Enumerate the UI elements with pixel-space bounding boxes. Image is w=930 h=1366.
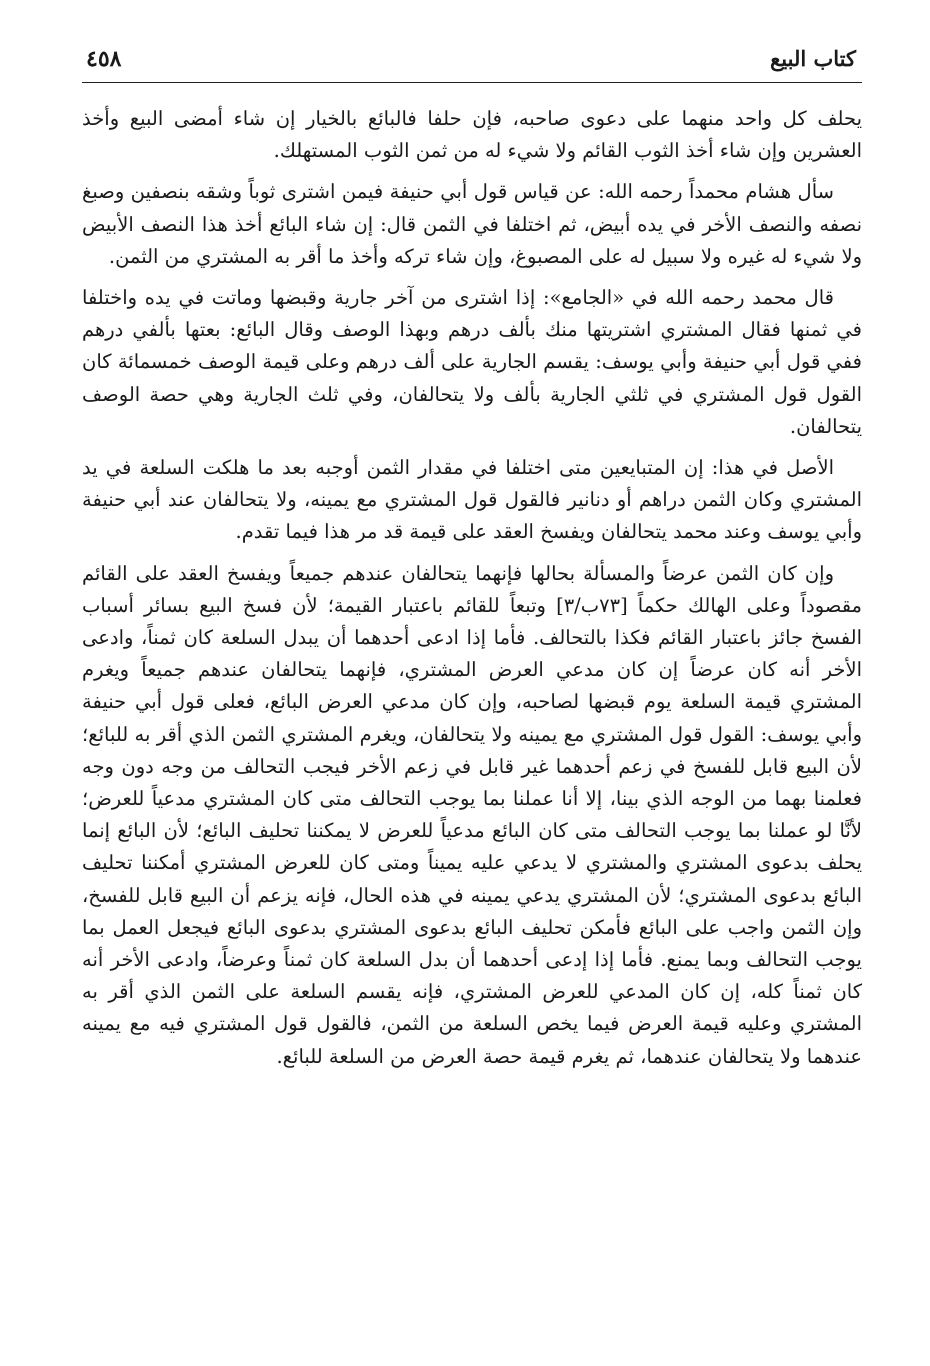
paragraph: وإن كان الثمن عرضاً والمسألة بحالها فإنهما يتحالفان عندهم جميعاً ويفسخ العقد على القائم مقصوداً وعلى الهالك حكماً [٧٣ب/٣] وتبعاً للقائم باعتبار القيمة؛ لأن فسخ البيع بسائر أسباب الفسخ جائز باعتبار القائم فكذا بالتحالف. فأما إذا ادعى أحدهما أن يبدل السلعة كان ثمناً، وادعى الأخر أنه كان عرضاً إن كان مدعي العرض المشتري، فإنهما يتحالفان عندهم جميعاً ويغرم المشتري قيمة السلعة يوم قبضها لصاحبه، وإن كان مدعي العرض البائع، فعلى قول أبي حنيفة وأبي يوسف: القول قول المشتري مع يمينه ولا يتحالفان، ويغرم المشتري الثمن الذي أقر به للبائع؛ لأن البيع قابل للفسخ في زعم أحدهما غير قابل في زعم الأخر فيجب التحالف من وجه دون وجه فعلمنا بهما من الوجه الذي بينا، إلا أنا عملنا بما يوجب التحالف متى كان المشتري مدعياً للعرض؛ لأنَّا لو عملنا بما يوجب التحالف متى كان البائع مدعياً للعرض لا يمكننا تحليف البائع؛ لأن البائع إنما يحلف بدعوى المشتري والمشتري لا يدعي عليه يميناً ومتى كان للعرض المشتري أمكننا تحليف البائع بدعوى المشتري؛ لأن المشتري يدعي يمينه في هذه الحال، فإنه يزعم أن البيع قابل للفسخ، وإن الثمن واجب على البائع فأمكن تحليف البائع بدعوى المشتري بدعوى البائع فيجعل العمل بما يوجب التحالف وبما يمنع. فأما إذا إدعى أحدهما أن بدل السلعة كان ثمناً وعرضاً، وادعى الأخر أنه كان ثمناً كله، إن كان المدعي للعرض المشتري، فإنه يقسم السلعة على الثمن الذي أقر به المشتري وعليه قيمة العرض فيما يخص السلعة من الثمن، فالقول قول المشتري فيه مع يمينه عندهما ولا يتحالفان عندهما، ثم يغرم قيمة حصة العرض من السلعة للبائع. — [82, 561, 863, 1068]
book-page — [82, 38, 862, 1338]
running-header — [82, 38, 862, 83]
paragraph: قال محمد رحمه الله في «الجامع»: إذا اشترى من آخر جارية وقبضها وماتت في يده واختلفا في ثمنها فقال المشتري اشتريتها منك بألف درهم وبهذا الوصف وقال البائع: بعتها بألفي درهم ففي قول أبي حنيفة وأبي يوسف: يقسم الجارية على ألف درهم وعلى قيمة الوصف خمسمائة كان القول قول المشتري في ثلثي الجارية بألف ولا يتحالفان، وفي ثلث الجارية وهي حصة الوصف يتحالفان. — [82, 286, 862, 438]
page-number: ٤٥٨ — [86, 46, 122, 72]
paragraph: سأل هشام محمداً رحمه الله: عن قياس قول أبي حنيفة فيمن اشترى ثوباً وشقه بنصفين وصبغ نصفه والنصف الأخر في يده أبيض، ثم اختلفا في الثمن قال: إن شاء البائع أخذ هذا النصف الأبيض ولا شيء له غيره ولا سبيل له على المصبوغ، وإن شاء تركه وأخذ ما أقر به المشتري من الثمن. — [82, 180, 862, 268]
book-title: كتاب البيع — [770, 46, 856, 71]
main-text — [82, 103, 862, 1073]
paragraph: الأصل في هذا: إن المتبايعين متى اختلفا في مقدار الثمن أوجبه بعد ما هلكت السلعة في يد المشتري وكان الثمن دراهم أو دنانير فالقول قول المشتري مع يمينه، ولا يتحالفان عند أبي حنيفة وأبي يوسف وعند محمد يتحالفان ويفسخ العقد على قيمة قد مر هذا فيما تقدم. — [82, 456, 862, 544]
paragraph: يحلف كل واحد منهما على دعوى صاحبه، فإن حلفا فالبائع بالخيار إن شاء أمضى البيع وأخذ العشرين وإن شاء أخذ الثوب القائم ولا شيء له من ثمن الثوب المستهلك. — [82, 107, 862, 163]
